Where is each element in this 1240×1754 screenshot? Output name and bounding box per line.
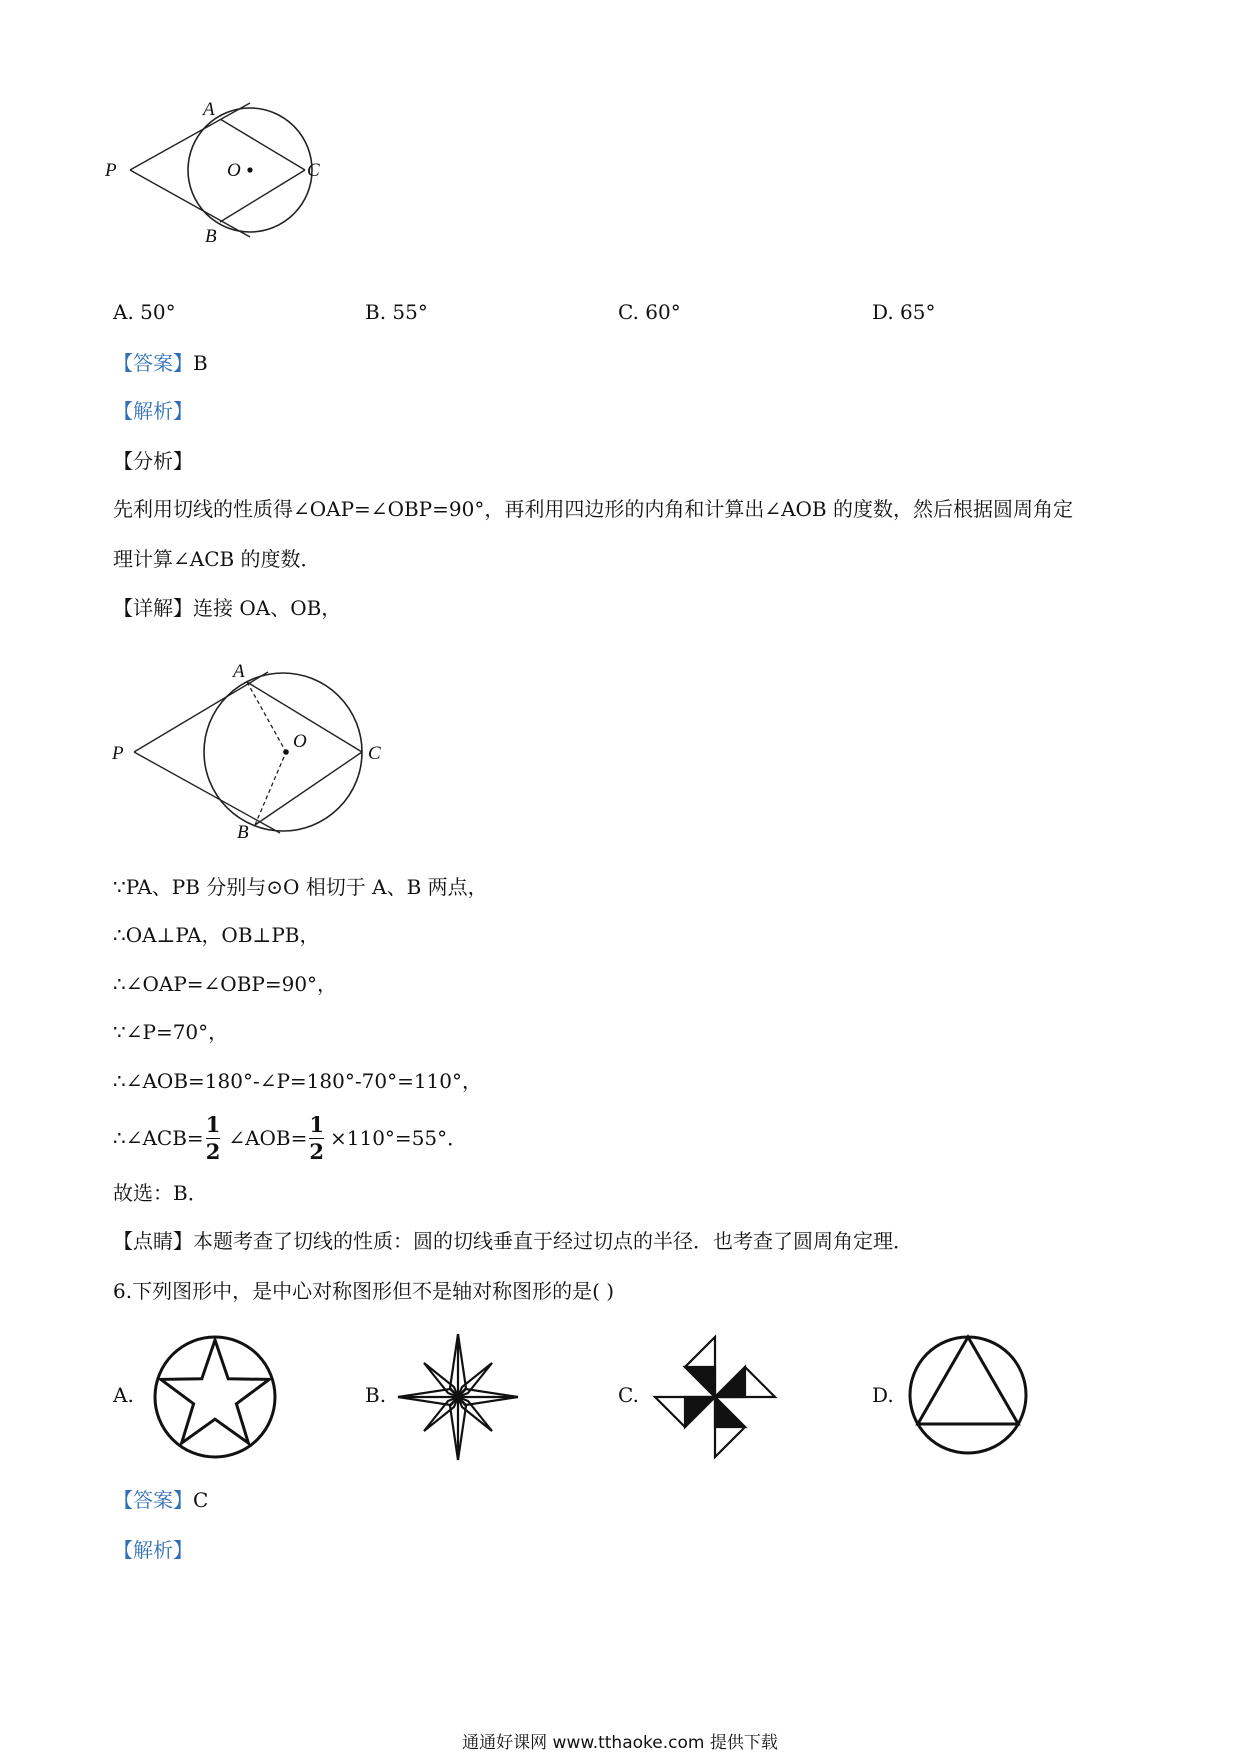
step-3: ∴∠OAP=∠OBP=90°， <box>113 972 338 996</box>
analysis-tag: 【解析】 <box>113 399 193 423</box>
label-o: O <box>293 731 307 752</box>
detail-text: 连接 OA、OB， <box>193 596 342 620</box>
q6-answer-tag: 【答案】 <box>113 1488 193 1512</box>
comment-tag: 【点睛】 <box>113 1229 193 1253</box>
label-o: O <box>227 160 241 181</box>
q6-answer-line <box>113 1490 208 1510</box>
final-suffix: ×110°=55°． <box>330 1126 468 1150</box>
label-a: A <box>203 99 215 120</box>
frac-den: 2 <box>205 1138 221 1164</box>
star-in-circle-icon <box>150 1334 280 1460</box>
fenxi-tag: 【分析】 <box>113 449 193 473</box>
radius-oa-dashed <box>247 682 286 752</box>
tangent-circle-figure-1 <box>100 100 360 275</box>
option-c: C. 60° <box>618 300 681 324</box>
step-1: ∵PA、PB 分别与⊙O 相切于 A、B 两点， <box>113 875 488 899</box>
answer-line <box>113 353 208 373</box>
step-4: ∵∠P=70°， <box>113 1020 229 1044</box>
step-5: ∴∠AOB=180°-∠P=180°-70°=110°， <box>113 1069 482 1093</box>
option-b: B. 55° <box>365 300 428 324</box>
comment-text: 本题考查了切线的性质：圆的切线垂直于经过切点的半径．也考查了圆周角定理． <box>193 1229 913 1253</box>
step-2: ∴OA⊥PA，OB⊥PB， <box>113 923 320 947</box>
fenxi-line-2: 理计算∠ACB 的度数． <box>113 547 321 571</box>
label-b: B <box>205 226 217 247</box>
option-a: A. 50° <box>113 300 176 324</box>
choose-line: 故选：B． <box>113 1181 208 1205</box>
final-prefix: ∴∠ACB= <box>113 1126 204 1150</box>
fraction-half-2 <box>309 1111 324 1164</box>
page-footer: 通通好课网 www.tthaoke.com 提供下载 <box>462 1733 778 1753</box>
center-point <box>247 167 252 172</box>
q6-option-b-label: B. <box>365 1383 387 1407</box>
answer-tag: 【答案】 <box>113 351 193 375</box>
q6-option-d-label: D. <box>872 1383 894 1407</box>
comment-line <box>113 1231 913 1251</box>
chord-bc <box>255 752 362 825</box>
label-b: B <box>237 822 249 843</box>
pinwheel-icon <box>650 1332 780 1462</box>
q6-answer-value: C <box>193 1488 209 1512</box>
frac-num: 1 <box>309 1111 324 1137</box>
q6-option-c-label: C. <box>618 1383 639 1407</box>
detail-tag: 【详解】 <box>113 596 193 620</box>
label-p: P <box>105 160 117 181</box>
q6-analysis-tag: 【解析】 <box>113 1538 193 1562</box>
center-point <box>283 749 289 755</box>
frac-den: 2 <box>309 1138 324 1164</box>
question-6-stem: 6.下列图形中，是中心对称图形但不是轴对称图形的是( ) <box>113 1279 615 1303</box>
option-d: D. 65° <box>872 300 936 324</box>
detail-line <box>113 598 341 618</box>
final-step <box>113 1110 467 1166</box>
tangent-circle-figure-2 <box>100 660 400 843</box>
q6-option-a-label: A. <box>113 1383 134 1407</box>
frac-num: 1 <box>205 1111 221 1137</box>
final-middle: ∠AOB= <box>228 1126 308 1150</box>
fenxi-line-1: 先利用切线的性质得∠OAP=∠OBP=90°，再利用四边形的内角和计算出∠AOB 的度数，然后根据圆周角定 <box>113 497 1073 521</box>
label-p: P <box>112 743 124 764</box>
answer-value: B <box>193 351 208 375</box>
label-a: A <box>233 661 245 682</box>
label-c: C <box>368 743 381 764</box>
fraction-half-1 <box>205 1111 221 1164</box>
compass-star-icon <box>396 1332 520 1462</box>
tangent-line-pb <box>134 752 280 833</box>
triangle-in-circle-icon <box>905 1332 1031 1458</box>
label-c: C <box>307 160 320 181</box>
